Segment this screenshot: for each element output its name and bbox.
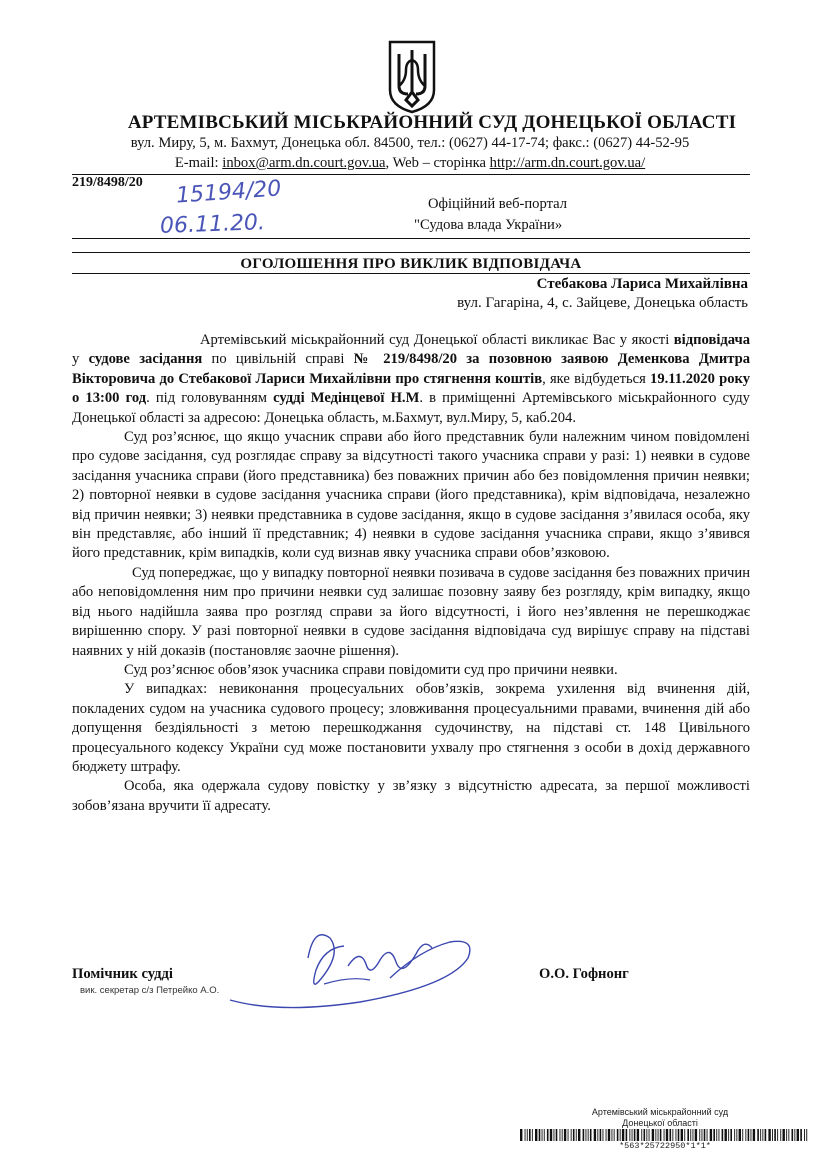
recipient-line-2: "Судова влада України» (414, 217, 563, 233)
barcode-text: *563*25722950*1*1* (619, 1141, 711, 1151)
title-divider-top (72, 238, 750, 239)
signature-image (220, 918, 480, 1018)
stamp-line-2: Донецької області (622, 1118, 698, 1128)
paragraph-warning: Суд попереджає, що у випадку повторної неявки позивача в судове засідання без поважних причин або неповідомлення ним про причини неявки суд залишає позовну заяву без розгляду, крім випадку, якщо від нього надійшла заява про розгляд справи за його відсутності, і його нез’явлення не перешкоджає вирішенню спору. У разі повторної неявки в судове засідання відповідача суд вирішує справу на підставі наявних у ній доказів (постановляє заочне рішення). (72, 564, 750, 659)
web-link[interactable]: http://arm.dn.court.gov.ua/ (489, 155, 646, 171)
summons-role: відповідача (673, 332, 750, 348)
addressee-name: Стебакова Лариса Михайлівна (536, 276, 748, 292)
executor-note: вик. секретар с/з Петрейко А.О. (80, 985, 220, 996)
barcode-image (520, 1129, 810, 1141)
summons-judge: судді Медінцевої Н.М (273, 390, 420, 407)
paragraph-obligation: Суд роз’яснює обов’язок учасника справи повідомити суд про причини неявки. (124, 661, 618, 678)
summons-text: , яке відбудеться (542, 370, 651, 387)
email-label: E-mail: (174, 155, 219, 171)
header-divider (72, 174, 750, 175)
paragraph-summons (72, 331, 750, 428)
document-title: ОГОЛОШЕННЯ ПРО ВИКЛИК ВІДПОВІДАЧА (240, 256, 582, 272)
stamp-line-1: Артемівський міськрайонний суд (591, 1107, 729, 1117)
paragraph-fines: У випадках: невиконання процесуальних обов’язків, зокрема ухилення від вчинення дій, покладених судом на учасника судового процесу; зловживання процесуальними правами, вчинення дій або допущення бездіяльності з метою перешкоджання судочинству, на підставі ст. 148 Цивільного процесуального кодексу України суд може постановити ухвалу про стягнення з особи в дохід державного бюджету штрафу. (72, 681, 750, 775)
summons-text: по цивільній справі (202, 351, 354, 368)
paragraph-delivery: Особа, яка одержала судову повістку у зв’язку з відсутністю адресата, за першої можливості зобов’язана вручити її адресату. (72, 778, 750, 814)
addressee-address: вул. Гагаріна, 4, с. Зайцеве, Донецька область (457, 295, 748, 311)
signer-name: О.О. Гофнонг (539, 966, 629, 982)
title-divider-bottom (72, 252, 750, 253)
summons-text: . в приміщенні Артемівського міськрайонного суду Донецької області за адресою: Донецька область, м.Бахмут, вул.Миру, 5, каб.204. (72, 390, 750, 426)
coat-of-arms-icon (386, 40, 438, 114)
summons-text: . під головуванням (146, 390, 274, 407)
signer-position: Помічник судді (72, 966, 173, 982)
footer-stamp (510, 1107, 810, 1129)
summons-text: у (72, 351, 89, 368)
email-link[interactable]: inbox@arm.dn.court.gov.ua (222, 155, 386, 171)
summons-text: Артемівський міськрайонний суд Донецької області викликає Вас у якості (200, 332, 674, 348)
handwritten-number: 15194/20 (175, 176, 283, 209)
court-name: АРТЕМІВСЬКИЙ МІСЬКРАЙОННИЙ СУД ДОНЕЦЬКОЇ ОБЛАСТІ (127, 112, 737, 133)
recipient-line-1: Офіційний веб-портал (428, 196, 568, 212)
paragraph-absence-rules: Суд роз’яснює, що якщо учасник справи або його представник були належним чином повідомлені про судове засідання, суд розглядає справу за відсутності такого учасника справи у разі: 1) неявки в судове засідання учасника справи (його представника) без поважних причин або без повідомлення причин неявки; 2) повторної неявки в судове засідання учасника справи (його представника), крім відповідача, незалежно від причин неявки; 3) неявки представника в судове засідання, якщо в судове засідання з’явилася особа, яку він представляє, або інший її представник; 4) неявки в судове засідання учасника справи, якщо з’явився його представник, крім випадків, коли суд визнав явку учасника справи обов’язковою. (72, 429, 750, 562)
summons-hearing: судове засідання (88, 351, 203, 368)
document-body (72, 331, 750, 816)
summons-datetime: 19.11.2020 року о 13:00 год (72, 370, 750, 407)
case-number: 219/8498/20 (72, 175, 143, 190)
court-address: вул. Миру, 5, м. Бахмут, Донецька обл. 84500, тел.: (0627) 44-17-74; факс.: (0627) 44-52-95 (130, 135, 690, 151)
court-contacts (60, 155, 760, 172)
web-label: , Web – сторінка (385, 155, 487, 171)
handwritten-date: 06.11.20. (159, 210, 266, 239)
summons-case: № 219/8498/20 за позовною заявою Деменкова Дмитра Вікторовича до Стебакової Лариси Михайлівни про стягнення коштів (72, 351, 750, 387)
title-underline (72, 273, 750, 274)
